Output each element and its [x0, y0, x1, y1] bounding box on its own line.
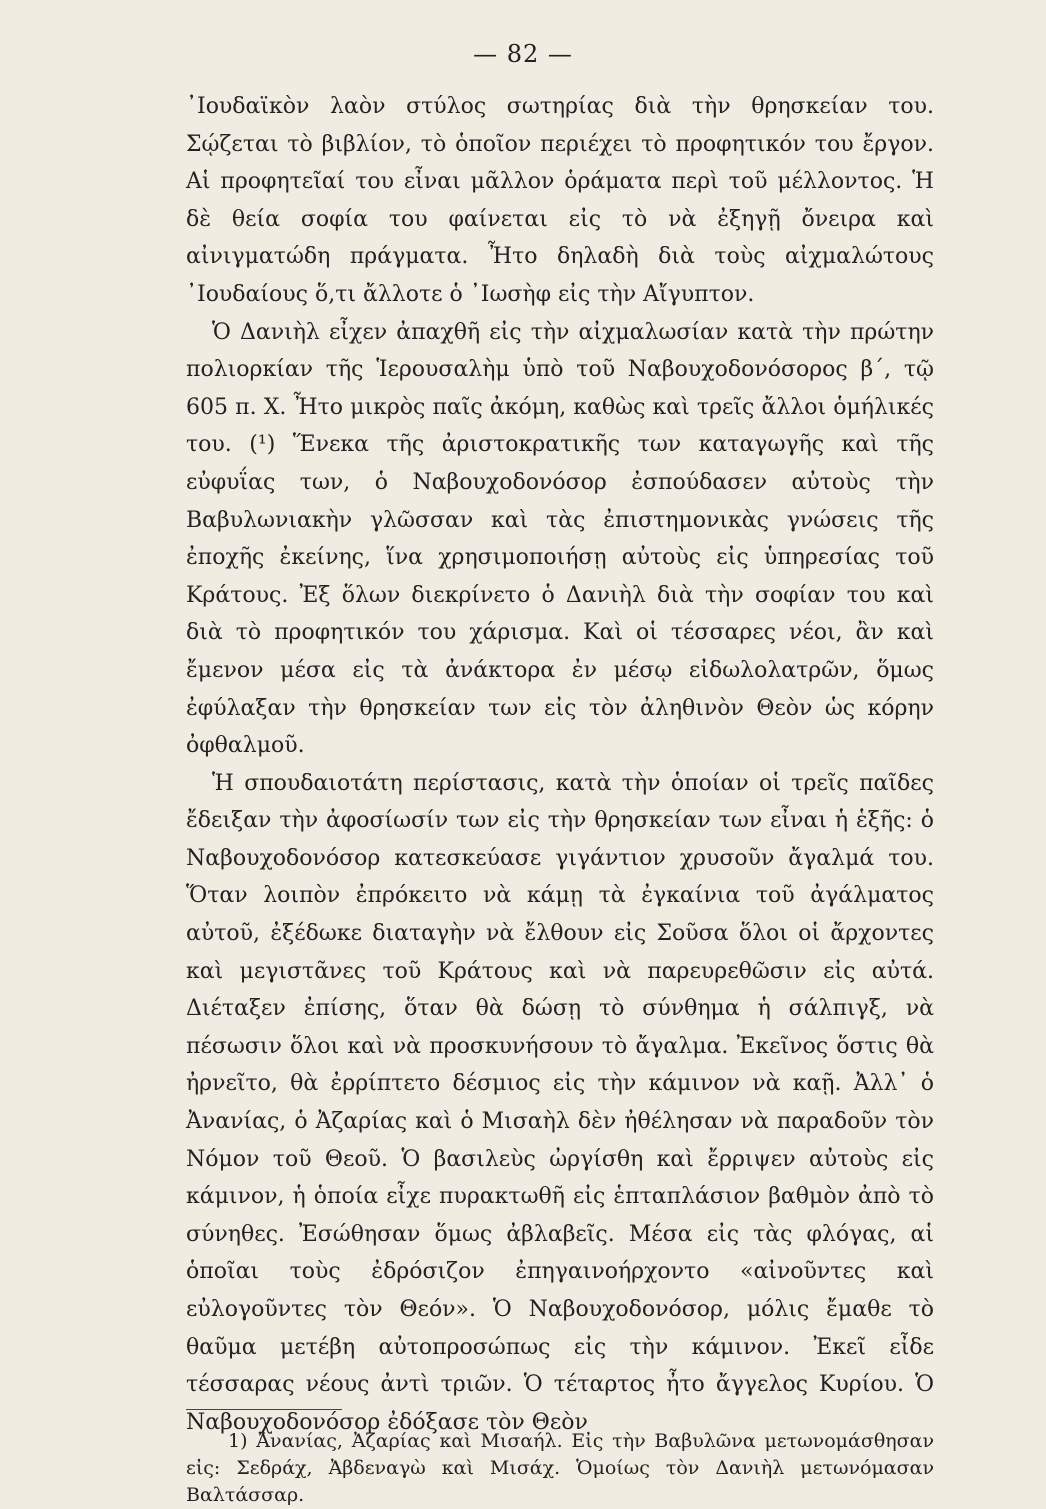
footnote: 1) Ἀνανίας, Ἀζαρίας καὶ Μισαήλ. Εἰς τὴν Βαβυλῶνα μετωνομάσθησαν εἰς: Σεδράχ, Ἀβδεναγὼ καὶ Μισάχ. Ὁμοίως τὸν Δανιὴλ μετωνόμασαν Βαλτάσσαρ.	[186, 1430, 934, 1506]
paragraph-1: ᾿Ιουδαϊκὸν λαὸν στύλος σωτηρίας διὰ τὴν θρησκείαν του. Σῴζεται τὸ βιβλίον, τὸ ὁποῖον περιέχει τὸ προφητικόν του ἔργον. Αἱ προφητεῖαί του εἶναι μᾶλλον ὁράματα περὶ τοῦ μέλλοντος. Ἡ δὲ θεία σοφία του φαίνεται εἰς τὸ νὰ ἐξηγῇ ὄνειρα καὶ αἰνιγματώδη πράγματα. Ἦτο δηλαδὴ διὰ τοὺς αἰχμαλώτους ᾿Ιουδαίους ὅ,τι ἄλλοτε ὁ ᾿Ιωσὴφ εἰς τὴν Αἴγυπτον.	[186, 94, 934, 307]
paragraph-2: Ὁ Δανιὴλ εἶχεν ἀπαχθῆ εἰς τὴν αἰχμαλωσίαν κατὰ τὴν πρώτην πολιορκίαν τῆς Ἱερουσαλὴμ ὑπὸ τοῦ Ναβουχοδονόσορος β΄, τῷ 605 π. Χ. Ἦτο μικρὸς παῖς ἀκόμη, καθὼς καὶ τρεῖς ἄλλοι ὁμήλικές του. (¹) Ἕνεκα τῆς ἀριστοκρατικῆς των καταγωγῆς καὶ τῆς εὐφυΐας των, ὁ Ναβουχοδονόσορ ἐσπούδασεν αὐτοὺς τὴν Βαβυλωνιακὴν γλῶσσαν καὶ τὰς ἐπιστημονικὰς γνώσεις τῆς ἐποχῆς ἐκείνης, ἵνα χρησιμοποιήσῃ αὐτοὺς εἰς ὑπηρεσίας τοῦ Κράτους. Ἐξ ὅλων διεκρίνετο ὁ Δανιὴλ διὰ τὴν σοφίαν του καὶ διὰ τὸ προφητικόν του χάρισμα. Καὶ οἱ τέσσαρες νέοι, ἂν καὶ ἔμενον μέσα εἰς τὰ ἀνάκτορα ἐν μέσῳ εἰδωλολατρῶν, ὅμως ἐφύλαξαν τὴν θρησκείαν των εἰς τὸν ἀληθινὸν Θεὸν ὡς κόρην ὀφθαλμοῦ.	[186, 319, 934, 759]
paragraph-3: Ἡ σπουδαιοτάτη περίστασις, κατὰ τὴν ὁποίαν οἱ τρεῖς παῖδες ἔδειξαν τὴν ἀφοσίωσίν των εἰς τὴν θρησκείαν των εἶναι ἡ ἑξῆς: ὁ Ναβουχοδονόσορ κατεσκεύασε γιγάντιον χρυσοῦν ἄγαλμά του. Ὅταν λοιπὸν ἐπρόκειτο νὰ κάμῃ τὰ ἐγκαίνια τοῦ ἀγάλματος αὐτοῦ, ἐξέδωκε διαταγὴν νὰ ἔλθουν εἰς Σοῦσα ὅλοι οἱ ἄρχοντες καὶ μεγιστᾶνες τοῦ Κράτους καὶ νὰ παρευρεθῶσιν εἰς αὐτά. Διέταξεν ἐπίσης, ὅταν θὰ δώσῃ τὸ σύνθημα ἡ σάλπιγξ, νὰ πέσωσιν ὅλοι καὶ νὰ προσκυνήσουν τὸ ἄγαλμα. Ἐκεῖνος ὅστις θὰ ἠρνεῖτο, θὰ ἐρρίπτετο δέσμιος εἰς τὴν κάμινον νὰ καῇ. Ἀλλ᾿ ὁ Ἀνανίας, ὁ Ἀζαρίας καὶ ὁ Μισαὴλ δὲν ἠθέλησαν νὰ παραδοῦν τὸν Νόμον τοῦ Θεοῦ. Ὁ βασιλεὺς ὠργίσθη καὶ ἔρριψεν αὐτοὺς εἰς κάμινον, ἡ ὁποία εἶχε πυρακτωθῆ εἰς ἑπταπλάσιον βαθμὸν ἀπὸ τὸ σύνηθες. Ἐσώθησαν ὅμως ἀβλαβεῖς. Μέσα εἰς τὰς φλόγας, αἱ ὁποῖαι τοὺς ἐδρόσιζον ἐπηγαινοήρχοντο «αἰνοῦντες καὶ εὐλογοῦντες τὸν Θεόν». Ὁ Ναβουχοδονόσορ, μόλις ἔμαθε τὸ θαῦμα μετέβη αὐτοπροσώπως εἰς τὴν κάμινον. Ἐκεῖ εἶδε τέσσαρας νέους ἀντὶ τριῶν. Ὁ τέταρτος ἦτο ἄγγελος Κυρίου. Ὁ Ναβουχοδονόσορ ἐδόξασε τὸν Θεὸν	[186, 770, 934, 1435]
page-number: — 82 —	[473, 40, 573, 68]
body-text	[186, 88, 934, 1441]
footnote-divider	[186, 1409, 342, 1410]
